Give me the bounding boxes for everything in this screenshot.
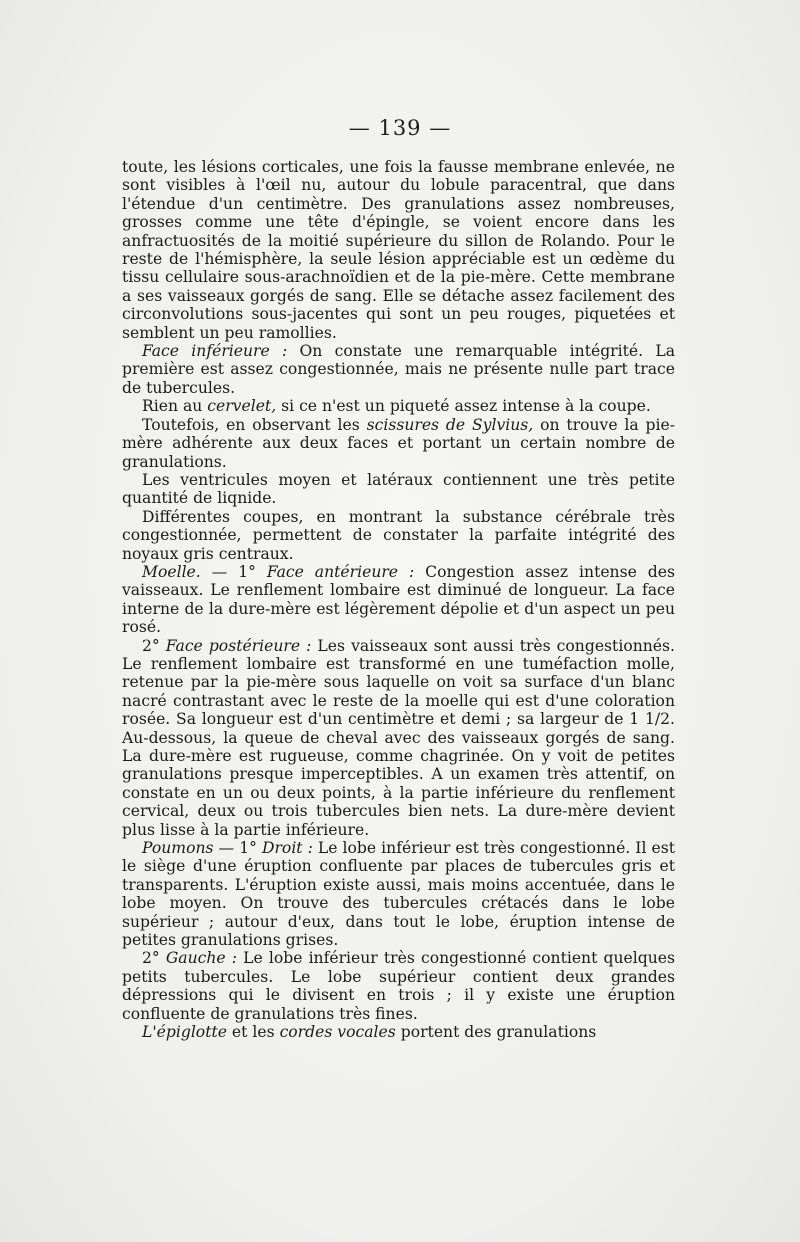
italic-term: scissures de Sylvius, (366, 415, 534, 434)
italic-term: cervelet, (207, 397, 277, 416)
paragraph-moelle-posterieure (122, 637, 675, 839)
paragraph-coupes (122, 508, 675, 563)
section-heading-italic: Face inférieure : (142, 342, 288, 361)
paragraph-text: — 1° (213, 839, 262, 858)
paragraph-text: Les vaisseaux sont aussi très congestionnés. Le renflement lombaire est transformé en une tuméfaction molle, retenue par la pie-mère sous laquelle on voit sa surface d'un blanc nacré contrastant avec le reste de la moelle qui est d'une coloration rosée. Sa longueur est d'un centimètre et demi ; sa largeur de 1 1/2. Au-dessous, la queue de cheval avec des vaisseaux gorgés de sang. La dure-mère est rugueuse, comme chagrinée. On y voit de petites granulations presque imperceptibles. A un examen très attentif, on constate en un ou deux points, à la partie inférieure du renflement cervical, deux ou trois tubercules bien nets. La dure-mère devient plus lisse à la partie inférieure. (122, 636, 675, 839)
paragraph-face-inferieure (122, 342, 675, 397)
paragraph-poumons-gauche (122, 949, 675, 1023)
paragraph-text: Congestion assez intense des vaisseaux. Le renflement lombaire est diminué de longueur. La face interne de la dure-mère est légèrement dépolie et d'un aspect un peu rosé. (122, 562, 675, 637)
paragraph-text: toute, les lésions corticales, une fois la fausse membrane enlevée, ne sont visibles à l'œil nu, autour du lobule paracentral, que dans l'étendue d'un centimètre. Des granulations assez nombreuses, grosses comme une tête d'épingle, se voient encore dans les anfractuosités de la moitié supérieure du sillon de Rolando. Pour le reste de l'hémisphère, la seule lésion appréciable est un œdème du tissu cellulaire sous-arachnoïdien et de la pie-mère. Cette membrane a ses vaisseaux gorgés de sang. Elle se détache assez facilement des circonvolutions sous-jacentes qui sont un peu rouges, piquetées et semblent un peu ramollies. (122, 158, 675, 342)
paragraph-text: et les (226, 1023, 280, 1042)
italic-term: L'épiglotte (142, 1023, 227, 1042)
paragraph-text: Les ventricules moyen et latéraux contiennent une très petite quantité de liqnide. (122, 470, 675, 508)
paragraph-text: Le lobe inférieur très congestionné contient quelques petits tubercules. Le lobe supérieur contient deux grandes dépressions qui le divisent en trois ; il y existe une éruption confluente de granulations très fines. (122, 949, 675, 1023)
paragraph-text: si ce n'est un piqueté assez intense à la coupe. (276, 397, 651, 416)
paragraph-text: 2° (142, 949, 166, 968)
paragraph-text: 1° (238, 562, 267, 581)
paragraph-text: Rien au (142, 397, 208, 416)
page-number: — 139 — (348, 116, 452, 140)
section-heading-italic: Moelle. — (142, 562, 239, 581)
section-heading-italic: Droit : (261, 839, 313, 858)
paragraph-text: 2° (142, 636, 166, 655)
section-heading-italic: Face postérieure : (165, 636, 312, 655)
paragraph-ventricules (122, 471, 675, 508)
italic-term: cordes vocales (279, 1023, 396, 1042)
paragraph-text: portent des granulations (395, 1023, 597, 1042)
paragraph-text: Différentes coupes, en montrant la substance cérébrale très congestionnée, permettent de constater la parfaite intégrité des noyaux gris centraux. (122, 507, 675, 563)
paragraph-text: Toutefois, en observant les (142, 415, 367, 434)
section-heading-italic: Poumons (142, 839, 214, 858)
paragraph-moelle-anterieure (122, 563, 675, 637)
paragraph-poumons-droit (122, 839, 675, 949)
paragraph-text: on trouve la pie-mère adhérente aux deux faces et portant un certain nombre de granulations. (122, 415, 676, 471)
paragraph-text: On constate une remarquable intégrité. La première est assez congestionnée, mais ne présente nulle part trace de tubercules. (122, 342, 675, 397)
paragraph-epiglotte (122, 1023, 675, 1041)
section-heading-italic: Gauche : (165, 949, 238, 968)
paragraph-cervelet (122, 397, 675, 415)
paragraph-scissures (122, 416, 675, 471)
section-heading-italic: Face antérieure : (266, 562, 415, 581)
paragraph-lesions-corticales (122, 158, 675, 342)
body-text (122, 158, 675, 1042)
paragraph-text: Le lobe inférieur est très congestionné. Il est le siège d'une éruption confluente par places de tubercules gris et transparents. L'éruption existe aussi, mais moins accentuée, dans le lobe moyen. On trouve des tubercules crétacés dans le lobe supérieur ; autour d'eux, dans tout le lobe, éruption intense de petites granulations grises. (122, 839, 675, 950)
